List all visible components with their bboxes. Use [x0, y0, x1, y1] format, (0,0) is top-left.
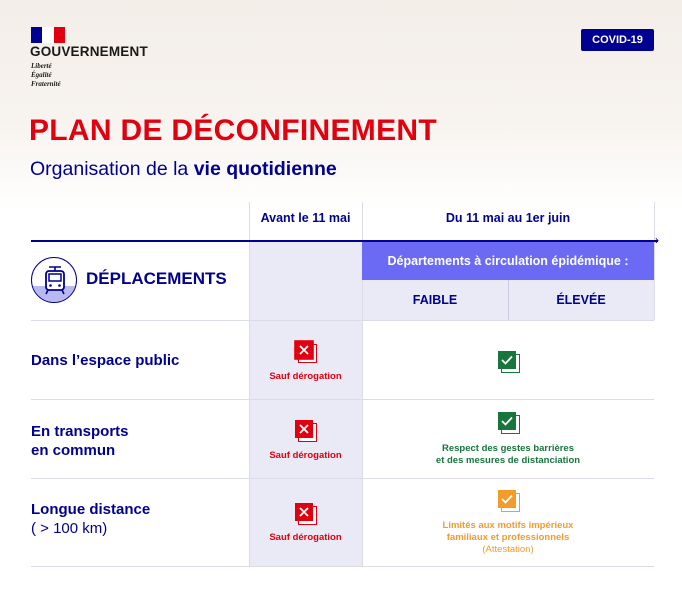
section-title: DÉPLACEMENTS: [86, 269, 227, 288]
column-header-during: Du 11 mai au 1er juin: [445, 211, 571, 225]
cross-icon: [294, 502, 318, 526]
row-label-public-transport: [31, 422, 129, 460]
motto-line: Égalité: [31, 71, 52, 79]
motto: [31, 62, 61, 89]
tram-icon: [31, 257, 77, 303]
cross-icon: [294, 340, 318, 364]
departements-heading: Départements à circulation épidémique :: [362, 242, 654, 280]
row-divider: [31, 399, 654, 400]
row-divider: [31, 320, 654, 321]
level-low: FAIBLE: [412, 293, 458, 307]
brand-title: GOUVERNEMENT: [30, 44, 148, 59]
transport-conditions-note: [362, 443, 654, 467]
long-distance-conditions-note: [362, 520, 654, 556]
arrow-right-icon: ›: [655, 233, 659, 247]
note-line: Limités aux motifs impérieux: [442, 520, 574, 531]
logo-flag: [31, 27, 65, 43]
row-label-line: en commun: [31, 442, 116, 459]
check-icon: [497, 350, 521, 374]
exception-note: Sauf dérogation: [269, 371, 342, 382]
check-icon: [497, 411, 521, 435]
note-line: Respect des gestes barrières: [441, 443, 575, 454]
cross-icon: [294, 419, 318, 443]
page-subtitle: [30, 158, 337, 181]
column-divider: [654, 202, 655, 320]
exception-note: Sauf dérogation: [269, 532, 342, 543]
row-label-long-distance: [31, 500, 150, 538]
row-label-line: Longue distance: [31, 501, 151, 518]
subtitle-emphasis: vie quotidienne: [193, 158, 337, 180]
subtitle-prefix: Organisation de la: [30, 158, 194, 180]
note-line: familiaux et professionnels: [446, 532, 570, 543]
row-label-public-space: Dans l’espace public: [31, 352, 180, 369]
page-title: PLAN DE DÉCONFINEMENT: [29, 114, 437, 147]
row-label-line: En transports: [31, 423, 129, 440]
exception-note: Sauf dérogation: [269, 450, 342, 461]
column-header-before: Avant le 11 mai: [260, 211, 351, 225]
column-divider: [249, 202, 250, 566]
covid-badge: COVID-19: [581, 29, 654, 51]
row-divider: [31, 478, 654, 479]
row-divider: [31, 566, 654, 567]
row-label-line: ( > 100 km): [31, 520, 108, 537]
check-icon: [497, 489, 521, 513]
motto-line: Liberté: [31, 62, 52, 70]
motto-line: Fraternité: [31, 80, 61, 88]
note-line: (Attestation): [482, 544, 534, 555]
level-high: ÉLEVÉE: [556, 293, 606, 307]
note-line: et des mesures de distanciation: [435, 455, 581, 466]
